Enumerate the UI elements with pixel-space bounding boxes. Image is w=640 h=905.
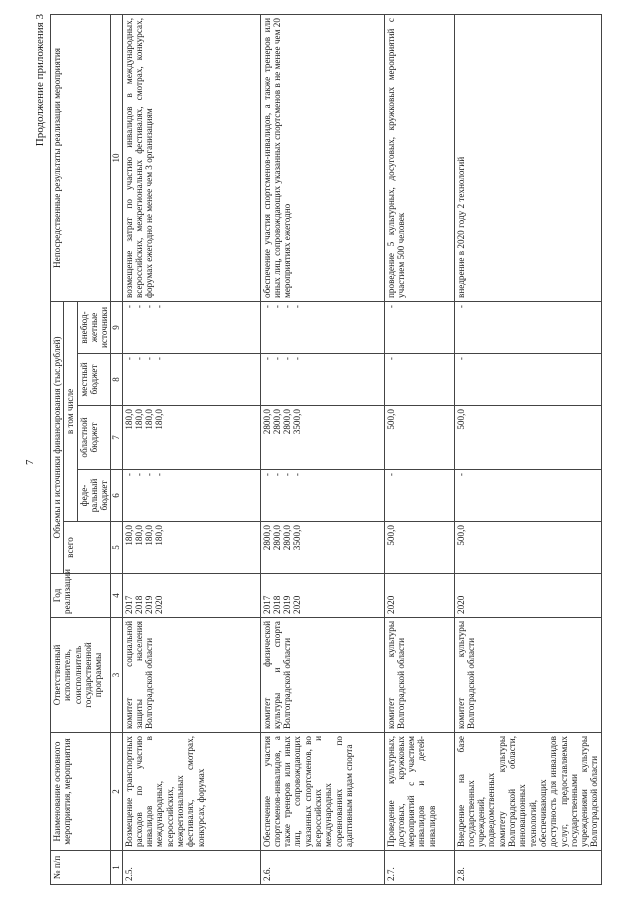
year: 2020: [154, 595, 165, 614]
federal-value: -: [144, 473, 155, 477]
year: 2018: [271, 595, 282, 614]
extrabudget-value: -: [455, 305, 466, 309]
total-value: 500,0: [385, 525, 396, 546]
local-cell: [384, 354, 454, 406]
extrabudget-value: -: [154, 305, 165, 309]
header-name: Наименование основного мероприятия, мероприятия: [51, 733, 111, 851]
year: 2018: [133, 595, 144, 614]
column-index: 5: [111, 522, 122, 574]
regional-value: 2800,0: [261, 409, 272, 435]
regional-cell: [454, 406, 601, 470]
result-text: проведение 5 культурных, досуговых, кружковых мероприятий с участием 500 человек: [384, 15, 454, 302]
extrabudget-value: -: [282, 305, 293, 309]
year: 2019: [282, 595, 293, 614]
local-value: -: [292, 357, 303, 361]
extrabudget-cell: [260, 302, 384, 354]
program-table: [50, 14, 602, 885]
total-cell: [454, 522, 601, 574]
extrabudget-value: -: [144, 305, 155, 309]
local-value: -: [154, 357, 165, 361]
responsible-executor: комитет физической культуры и спорта Волгоградской области: [260, 618, 384, 733]
column-index: 8: [111, 354, 122, 406]
federal-cell: [384, 470, 454, 522]
page-number: 7: [24, 459, 36, 465]
header-including: в том числе: [64, 302, 77, 522]
regional-value: 2800,0: [271, 409, 282, 435]
total-cell: [122, 522, 260, 574]
federal-value: -: [455, 473, 466, 477]
local-value: -: [282, 357, 293, 361]
regional-cell: [122, 406, 260, 470]
column-index-row: [111, 15, 122, 885]
total-value: 500,0: [455, 525, 466, 546]
header-result: Непосредственные результаты реализации мероприятия: [51, 15, 111, 302]
extrabudget-cell: [122, 302, 260, 354]
table-row: [454, 15, 601, 885]
regional-value: 180,0: [123, 409, 134, 430]
activity-name: Возмещение транспортных расходов по участию инвалидов в международных, всероссийских, межрегиональных фестивалях, смотрах, конкурсах, форумах: [122, 733, 260, 851]
years-cell: [384, 574, 454, 618]
row-number: 2.6.: [260, 851, 384, 885]
header-regional: областной бюджет: [77, 406, 111, 470]
total-value: 180,0: [123, 525, 134, 546]
years-cell: [454, 574, 601, 618]
column-index: 3: [111, 618, 122, 733]
local-cell: [260, 354, 384, 406]
column-index: 2: [111, 733, 122, 851]
column-index: 6: [111, 470, 122, 522]
federal-value: -: [123, 473, 134, 477]
total-cell: [260, 522, 384, 574]
header-local: местный бюджет: [77, 354, 111, 406]
table-row: [122, 15, 260, 885]
column-index: 1: [111, 851, 122, 885]
activity-name: Внедрение на базе государственных учреждений, подведомственных комитету культуры Волгоградской области, инновационных технологий, обеспечивающих доступность для инвалидов услуг, предоставляемых государственными учреждениями культуры Волгоградской области: [454, 733, 601, 851]
regional-value: 180,0: [154, 409, 165, 430]
regional-value: 2800,0: [282, 409, 293, 435]
extrabudget-cell: [384, 302, 454, 354]
activity-name: Обеспечение участия спортсменов-инвалидов, а также тренеров или иных лиц, сопровождающих указанных спортсменов, во всероссийских и международных соревнованиях по адаптивным видам спорта: [260, 733, 384, 851]
responsible-executor: комитет социальной защиты населения Волгоградской области: [122, 618, 260, 733]
local-value: -: [133, 357, 144, 361]
years-cell: [260, 574, 384, 618]
local-value: -: [123, 357, 134, 361]
year: 2019: [144, 595, 155, 614]
responsible-executor: комитет культуры Волгоградской области: [384, 618, 454, 733]
continuation-label: Продолжение приложения 3: [34, 14, 46, 147]
extrabudget-value: -: [271, 305, 282, 309]
column-index: 10: [111, 15, 122, 302]
header-year: Год реализации: [51, 574, 111, 618]
result-text: внедрение в 2020 году 2 технологий: [454, 15, 601, 302]
header-extrabudget: внебюд-жетные источники: [77, 302, 111, 354]
result-text: обеспечение участия спортсменов-инвалидов, а также тренеров или иных лиц, сопровождающих указанных спортсменов в не менее чем 20 мероприятиях ежегодно: [260, 15, 384, 302]
federal-value: -: [385, 473, 396, 477]
local-value: -: [144, 357, 155, 361]
total-value: 2800,0: [271, 525, 282, 551]
regional-value: 180,0: [144, 409, 155, 430]
federal-value: -: [292, 473, 303, 477]
extrabudget-value: -: [133, 305, 144, 309]
regional-value: 180,0: [133, 409, 144, 430]
federal-value: -: [282, 473, 293, 477]
federal-value: -: [271, 473, 282, 477]
extrabudget-value: -: [292, 305, 303, 309]
responsible-executor: комитет культуры Волгоградской области: [454, 618, 601, 733]
result-text: возмещение затрат по участию инвалидов в международных, всероссийских, межрегиональных фестивалях, смотрах, конкурсах, форумах ежегодно не менее чем 3 организациям: [122, 15, 260, 302]
years-cell: [122, 574, 260, 618]
regional-value: 500,0: [385, 409, 396, 430]
local-value: -: [261, 357, 272, 361]
regional-cell: [260, 406, 384, 470]
federal-cell: [122, 470, 260, 522]
year: 2017: [123, 595, 134, 614]
header-no: № п/п: [51, 851, 111, 885]
activity-name: Проведение культурных, досуговых, кружковых мероприятий с участием инвалидов и детей-инвалидов: [384, 733, 454, 851]
regional-cell: [384, 406, 454, 470]
year: 2020: [385, 595, 396, 614]
federal-value: -: [133, 473, 144, 477]
total-value: 180,0: [133, 525, 144, 546]
federal-cell: [260, 470, 384, 522]
total-value: 2800,0: [282, 525, 293, 551]
column-index: 9: [111, 302, 122, 354]
extrabudget-value: -: [385, 305, 396, 309]
year: 2017: [261, 595, 272, 614]
header-volume: Объемы и источники финансирования (тыс.рублей): [51, 302, 64, 574]
row-number: 2.8.: [454, 851, 601, 885]
table-row: [384, 15, 454, 885]
column-index: 7: [111, 406, 122, 470]
total-value: 2800,0: [261, 525, 272, 551]
regional-value: 500,0: [455, 409, 466, 430]
year: 2020: [292, 595, 303, 614]
extrabudget-value: -: [123, 305, 134, 309]
federal-value: -: [154, 473, 165, 477]
federal-value: -: [261, 473, 272, 477]
total-value: 3500,0: [292, 525, 303, 551]
local-value: -: [385, 357, 396, 361]
header-total: всего: [64, 522, 111, 574]
local-value: -: [271, 357, 282, 361]
table-row: [260, 15, 384, 885]
header-responsible: Ответственный исполнитель, соисполнитель государственной программы: [51, 618, 111, 733]
total-cell: [384, 522, 454, 574]
local-cell: [122, 354, 260, 406]
total-value: 180,0: [144, 525, 155, 546]
extrabudget-value: -: [261, 305, 272, 309]
extrabudget-cell: [454, 302, 601, 354]
federal-cell: [454, 470, 601, 522]
header-federal: феде-ральный бюджет: [77, 470, 111, 522]
year: 2020: [455, 595, 466, 614]
local-cell: [454, 354, 601, 406]
total-value: 180,0: [154, 525, 165, 546]
row-number: 2.5.: [122, 851, 260, 885]
local-value: -: [455, 357, 466, 361]
row-number: 2.7.: [384, 851, 454, 885]
column-index: 4: [111, 574, 122, 618]
regional-value: 3500,0: [292, 409, 303, 435]
